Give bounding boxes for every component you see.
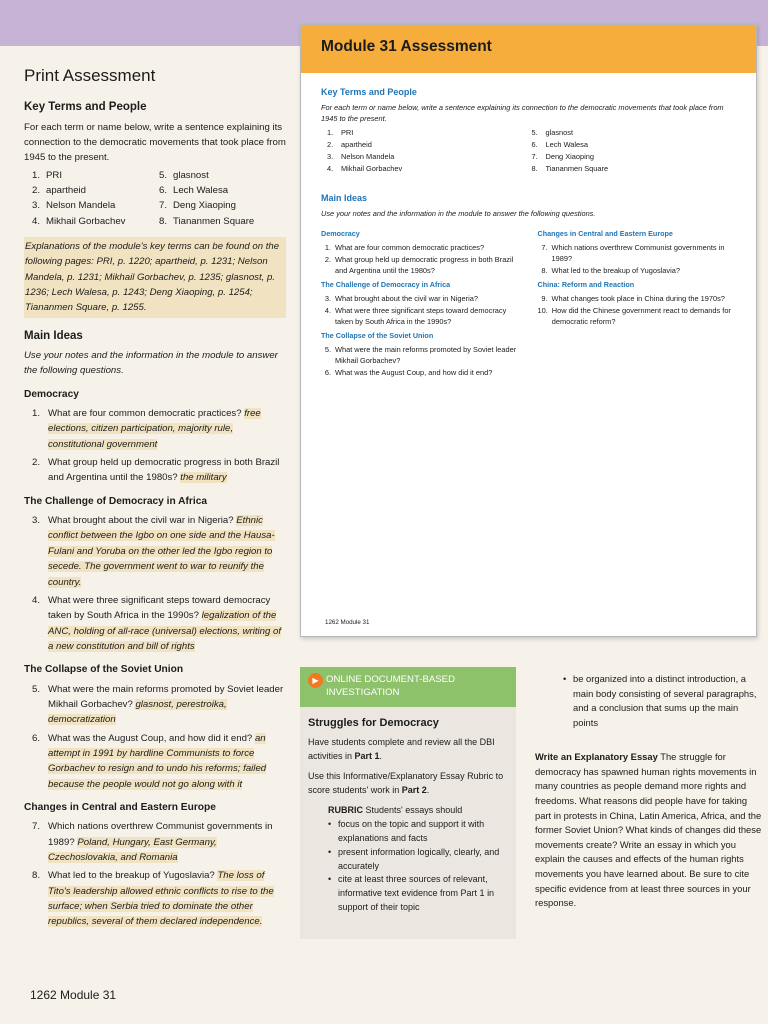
term-item: 4. Mikhail Gorbachev [32,215,126,227]
key-terms-heading: Key Terms and People [24,101,147,114]
answer-text: The loss of Tito's leadership allowed ethnic conflicts to rise to the surface; when Serbia tried to dominate the other republics, several of them declared independence. [48,870,274,928]
section-heading: The Challenge of Democracy in Africa [24,495,208,507]
term-item: 4. Mikhail Gorbachev [327,164,403,174]
term-item: 2. apartheid [327,139,372,149]
dbi-header-label: ONLINE DOCUMENT-BASED INVESTIGATION [326,674,455,699]
term-item: 5. glasnost [159,169,209,181]
question-item: 9. What changes took place in China during the 1970s? [541,293,725,303]
answer-text: Poland, Hungary, East Germany, Czechoslovakia, and Romania [48,836,217,863]
main-ideas-instructions: Use your notes and the information in the module to answer the following questions. [24,350,278,377]
card-questions-right [538,225,737,379]
rubric-line: RUBRIC Students' essays should [328,804,463,815]
question-item: 7. Which nations overthrew Communist governments in 1989? Poland, Hungary, East Germany, Czechoslovakia, and Romania [32,821,273,863]
question-item: 6. What was the August Coup, and how did it end? [324,368,493,378]
essay-column [535,672,763,911]
question-item: 10. How did the Chinese government react to demands for democratic reform? [537,305,731,326]
question-item: 5. What were the main reforms promoted by Soviet leader Mikhail Gorbachev? glasnost, perestroika, democratization [32,683,284,726]
rubric-bullet: • present information logically, clearly, and accurately [328,846,500,871]
print-assessment-column [24,62,286,933]
term-item: 8. Tiananmen Square [531,164,609,174]
term-item: 1. PRI [327,127,354,137]
dbi-header[interactable] [300,667,516,707]
term-item: 2. apartheid [32,184,87,196]
question-item: 1. What are four common democratic practices? free elections, citizen participation, majority rule, constitutional government [32,408,261,450]
term-item: 7. Deng Xiaoping [531,151,594,161]
section-heading: Democracy [24,388,79,400]
question-item: 8. What led to the breakup of Yugoslavia? [541,265,680,275]
answer-text: free elections, citizen participation, majority rule, constitutional government [48,408,261,450]
question-item: 4. What were three significant steps toward democracy taken by South Africa in the 1990s? legalization of the ANC, holding of all-race (universal) elections, writing of a new constitution and bill of rights [32,594,282,652]
card-main-ideas-instructions: Use your notes and the information in the module to answer the following questions. [321,208,596,218]
answer-text: an attempt in 1991 by hardline Communists to force Gorbachev to resign and to undo his reforms; failed because the people would not go along with it [48,732,267,790]
rubric-bullet: • focus on the topic and support it with explanations and facts [328,818,485,843]
module-assessment-card [300,24,757,637]
answer-text: legalization of the ANC, holding of all-race (universal) elections, writing of a new constitution and bill of rights [48,610,282,652]
question-item: 4. What were three significant steps toward democracy taken by South Africa in the 1990s? [324,305,507,326]
term-item: 8. Tiananmen Square [159,215,255,227]
question-item: 5. What were the main reforms promoted by Soviet leader Mikhail Gorbachev? [324,344,517,365]
card-title: Module 31 Assessment [301,25,756,73]
question-item: 8. What led to the breakup of Yugoslavia? The loss of Tito's leadership allowed ethnic conflicts to rise to the surface; when Serbia tried to dominate the other republics, several of them declared independence. [32,870,274,928]
term-item: 6. Lech Walesa [531,139,588,149]
section-heading: China: Reform and Reaction [537,279,635,289]
term-item: 7. Deng Xiaoping [159,200,236,212]
term-item: 3. Nelson Mandela [327,151,395,161]
section-heading: Changes in Central and Eastern Europe [537,228,673,238]
section-heading: The Collapse of the Soviet Union [24,664,184,676]
essay-heading: Write an Explanatory Essay [535,751,658,763]
essay-prompt: Write an Explanatory Essay The struggle for democracy has spawned human rights movements in many countries as people demand more rights and freedoms. What reasons did people have for taking part in protests in China, Latin America, Africa, and the former Soviet Union? What kinds of changes did these movements create? Write an essay in which you explain the causes and effects of the human rights movements you have learned about. Be sure to cite specific evidence from at least three sources in your response. [535,751,762,909]
card-terms-list [321,127,736,174]
play-circle-icon[interactable]: ▶ [308,673,323,688]
key-terms-instructions: For each term or name below, write a sentence explaining its connection to the democratic movements that took place from 1945 to the present. [24,121,286,164]
answer-text: glasnost, perestroika, democratization [48,698,227,726]
dbi-title: Struggles for Democracy [308,717,439,729]
section-heading: The Challenge of Democracy in Africa [321,279,451,289]
question-item: 6. What was the August Coup, and how did it end? an attempt in 1991 by hardline Communists to force Gorbachev to resign and to undo his reforms; failed because the people would not go along with it [32,732,267,790]
page-title: Print Assessment [24,66,156,85]
term-item: 1. PRI [32,169,62,181]
section-heading: Changes in Central and Eastern Europe [24,801,216,813]
card-key-terms-instructions: For each term or name below, write a sentence explaining its connection to the democratic movements that took place from 1945 to the present. [321,102,724,123]
rubric-bullet: • be organized into a distinct introduction, a main body consisting of several paragraphs, and a conclusion that sums up the main points [563,673,757,728]
terms-answer-note: Explanations of the module's key terms can be found on the following pages: PRI, p. 1220; apartheid, p. 1231; Nelson Mandela, p. 1231; Mikhail Gorbachev, p. 1235; glasnost, p. 1236; Lech Walesa, p. 1243; Deng Xiaoping, p. 1254; Tiananmen Square, p. 1255. [24,237,286,318]
section-heading: The Collapse of the Soviet Union [321,331,434,341]
card-main-ideas-heading: Main Ideas [321,193,368,204]
rubric-bullet: • cite at least three sources of relevant, informative text evidence from Part 1 in support of their topic [328,874,495,913]
dbi-panel [300,667,516,939]
term-item: 6. Lech Walesa [159,184,229,196]
section-heading: Democracy [321,228,360,238]
question-item: 3. What brought about the civil war in Nigeria? [324,293,478,303]
question-item: 7. Which nations overthrew Communist governments in 1989? [541,242,725,263]
main-ideas-heading: Main Ideas [24,329,83,342]
card-key-terms-heading: Key Terms and People [321,87,417,97]
question-item: 2. What group held up democratic progress in both Brazil and Argentina until the 1980s? [324,254,514,275]
answer-text: Ethnic conflict between the Igbo on one side and the Hausa-Fulani and Yoruba on the other led the Igbo region to secede. The government went to war to reunify the country. [48,515,275,588]
card-questions-left [321,225,520,379]
question-item: 2. What group held up democratic progress in both Brazil and Argentina until the 1980s? the military [32,457,280,484]
term-item: 5. glasnost [531,127,574,137]
term-item: 3. Nelson Mandela [32,200,116,212]
page-footer: 1262 Module 31 [30,988,117,1002]
card-footer: 1262 Module 31 [325,619,370,626]
question-item: 3. What brought about the civil war in Nigeria? Ethnic conflict between the Igbo on one side and the Hausa-Fulani and Yoruba on the other led the Igbo region to secede. The government went to war to reunify the country. [32,515,275,588]
key-terms-list [24,168,286,229]
dbi-paragraph-2: Use this Informative/Explanatory Essay Rubric to score students' work in Part 2. [308,770,504,795]
answer-text: the military [180,472,227,484]
dbi-paragraph-1: Have students complete and review all the DBI activities in Part 1. [308,737,495,761]
question-item: 1. What are four common democratic practices? [324,242,485,252]
